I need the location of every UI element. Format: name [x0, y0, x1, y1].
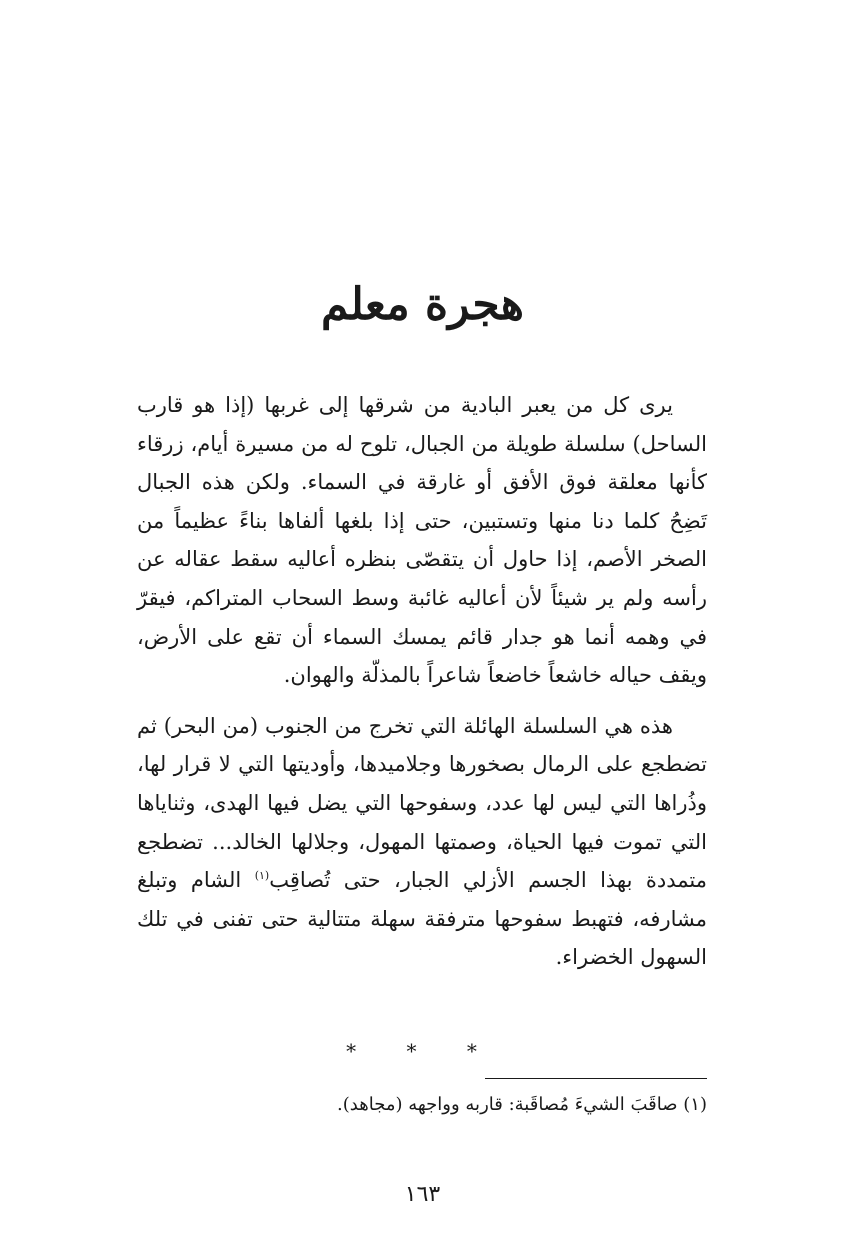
chapter-title: هجرة معلم: [321, 279, 524, 330]
footnote-reference[interactable]: (١): [254, 869, 270, 883]
paragraph-2: [137, 707, 707, 977]
paragraph-1: [137, 386, 707, 695]
page-number: ١٦٣: [404, 1182, 441, 1207]
section-separator: * * *: [346, 1039, 499, 1063]
footnote: (١) صاقَبَ الشيءَ مُصاقَبة: قاربه وواجهه (مجاهد).: [337, 1094, 707, 1115]
paragraph-2-text-before: هذه هي السلسلة الهائلة التي تخرج من الجنوب (من البحر) ثم تضطجع على الرمال بصخورها وجلاميدها، وأوديتها التي لا قرار لها، وذُراها التي ليس لها عدد، وسفوحها التي يضل فيها الهدى، وثناياها التي تموت فيها الحياة، وصمتها المهول، وجلالها الخالد... تضطجع متمددة بهذا الجسم الأزلي الجبار، حتى تُصاقِب: [137, 713, 707, 893]
paragraph-1-text: يرى كل من يعبر البادية من شرقها إلى غربها (إذا هو قارب الساحل) سلسلة طويلة من الجبال، تلوح له من مسيرة أيام، زرقاء كأنها معلقة فوق الأفق أو غارقة في السماء. ولكن هذه الجبال تَضِحُ كلما دنا منها وتستبين، حتى إذا بلغها ألفاها بناءً عظيماً من الصخر الأصم، إذا حاول أن يتقصّى بنظره أعاليه سقط عقاله عن رأسه ولم ير شيئاً لأن أعاليه غائبة وسط السحاب المتراكم، فيقرّ في وهمه أنما هو جدار قائم يمسك السماء أن تقع على الأرض، ويقف حياله خاشعاً خاضعاً شاعراً بالمذلّة والهوان.: [137, 393, 707, 688]
body-text: [137, 386, 707, 977]
paragraph-2-text-after: الشام وتبلغ مشارفه، فتهبط سفوحها مترفقة سهلة متتالية حتى تفنى في تلك السهول الخضراء.: [137, 868, 707, 970]
footnote-divider: [485, 1078, 707, 1079]
